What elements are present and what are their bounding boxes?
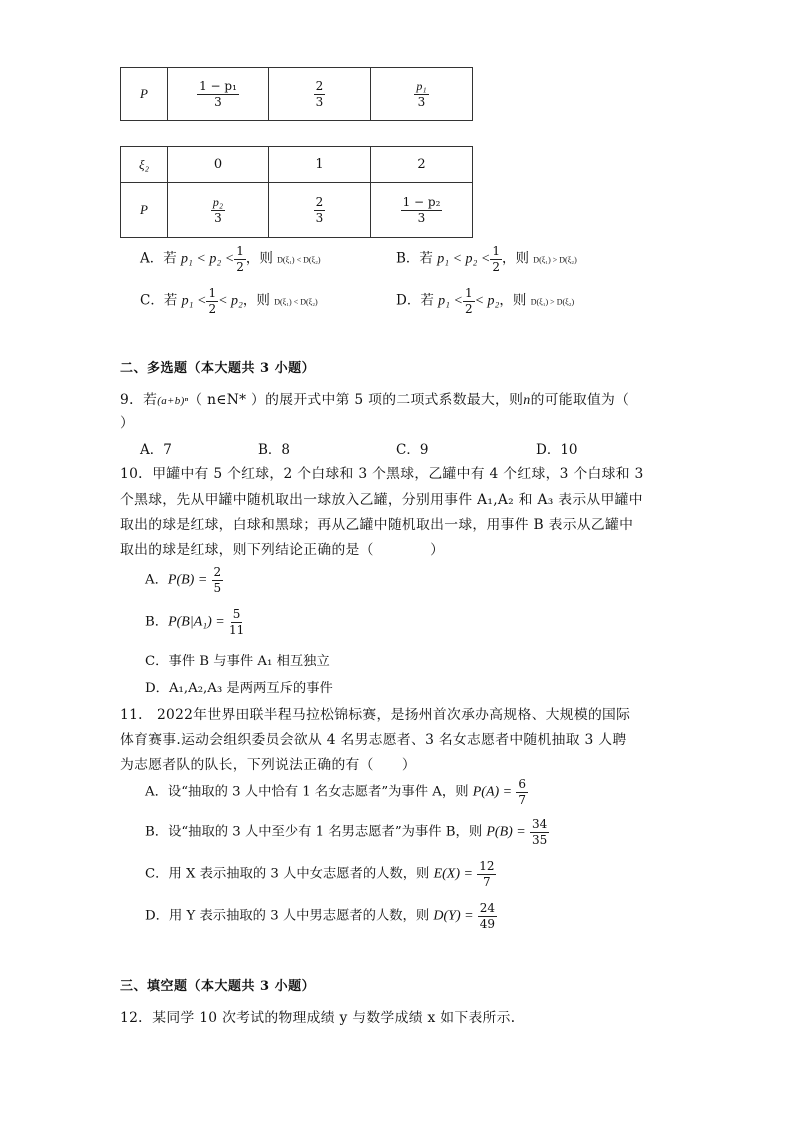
section-3-title: 三、填空题（本大题共 3 小题） — [120, 979, 316, 994]
q8-option-c: C．若 p₁ < $\frac{1}{2}$ < p₂，则 D(ξ₁) < D(ξ₂) — [140, 286, 318, 316]
q8-option-d: D．若 p₁ < $\frac{1}{2}$ < p₂，则 D(ξ₁) > D(ξ₂) — [396, 286, 575, 316]
table2-value: 0 — [168, 147, 269, 183]
table2-value: 1 — [269, 147, 371, 183]
q11-option-b: B．设“抽取的 3 人中至少有 1 名男志愿者”为事件 B，则 P(B) = $\frac{34}{35}$ — [145, 817, 548, 847]
q9-option: B．8 — [258, 442, 291, 458]
q10-stem-line: 取出的球是红球，白球和黑球；再从乙罐中随机取出一球，用事件 B 表示从乙罐中 — [120, 517, 634, 533]
table2-cell: $\frac{\text{p₂}}{3}$ — [168, 183, 269, 238]
q10-stem-line: 个黑球，先从甲罐中随机取出一球放入乙罐，分别用事件 A₁,A₂ 和 A₃ 表示从甲罐中 — [120, 492, 643, 508]
table1-cell: $\frac{2}{3}$ — [269, 68, 371, 121]
table1-cell: $\frac{\text{p₁}}{3}$ — [371, 68, 473, 121]
table2-header-label: ξ₂ — [121, 147, 168, 183]
q11-stem-line: 体育赛事.运动会组织委员会欲从 4 名男志愿者、3 名女志愿者中随机抽取 3 人聘 — [120, 732, 627, 748]
q8-option-a: A．若 p₁ < p₂ < $\frac{1}{2}$ ，则 D(ξ₁) < D(ξ₂) — [140, 244, 321, 274]
q11-stem-line: 11． 2022年世界田联半程马拉松锦标赛，是扬州首次承办高规格、大规模的国际 — [120, 707, 631, 723]
q11-option-a: A．设“抽取的 3 人中恰有 1 名女志愿者”为事件 A，则 P(A) = $\frac{6}{7}$ — [145, 777, 526, 807]
table2-row-label: P — [121, 183, 168, 238]
table1-cell: $\frac{\text{1 − p₁}}{3}$ — [168, 68, 269, 121]
q8-option-b: B．若 p₁ < p₂ < $\frac{1}{2}$ ，则 D(ξ₁) > D(ξ₂) — [396, 244, 577, 274]
q11-option-c: C．用 X 表示抽取的 3 人中女志愿者的人数，则 E(X) = $\frac{12}{7}$ — [145, 859, 495, 889]
q10-option-d: D．A₁,A₂,A₃ 是两两互斥的事件 — [145, 681, 333, 696]
q10-stem-line: 取出的球是红球，则下列结论正确的是（ ） — [120, 542, 445, 558]
section-2-title: 二、多选题（本大题共 3 小题） — [120, 361, 316, 376]
q10-stem-line: 10．甲罐中有 5 个红球，2 个白球和 3 个黑球，乙罐中有 4 个红球，3 个白球和 3 — [120, 466, 644, 482]
distribution-table-1 — [120, 67, 473, 121]
q10-option-c: C．事件 B 与事件 A₁ 相互独立 — [145, 654, 330, 669]
q11-stem-line: 为志愿者队的队长，下列说法正确的有（ ） — [120, 757, 417, 773]
distribution-table-2 — [120, 146, 473, 238]
q10-option-b: B．P(B|A₁) = $\frac{5}{11}$ — [145, 607, 245, 637]
q9-stem: 9．若(a+b)ⁿ（ n∈N* ）的展开式中第 5 项的二项式系数最大，则n的可能取值为（ — [120, 392, 630, 408]
q9-option: A．7 — [140, 442, 172, 458]
table1-row-label: P — [121, 68, 168, 121]
q12-stem: 12．某同学 10 次考试的物理成绩 y 与数学成绩 x 如下表所示． — [120, 1010, 525, 1026]
table2-cell: $\frac{\text{1 − p₂}}{3}$ — [371, 183, 473, 238]
q9-option: D．10 — [536, 442, 578, 458]
table2-cell: $\frac{2}{3}$ — [269, 183, 371, 238]
q9-stem-close: ） — [120, 415, 135, 431]
table2-value: 2 — [371, 147, 473, 183]
q9-option: C．9 — [396, 442, 429, 458]
q10-option-a: A．P(B) = $\frac{2}{5}$ — [145, 565, 222, 595]
q11-option-d: D．用 Y 表示抽取的 3 人中男志愿者的人数，则 D(Y) = $\frac{24}{49}$ — [145, 901, 496, 931]
